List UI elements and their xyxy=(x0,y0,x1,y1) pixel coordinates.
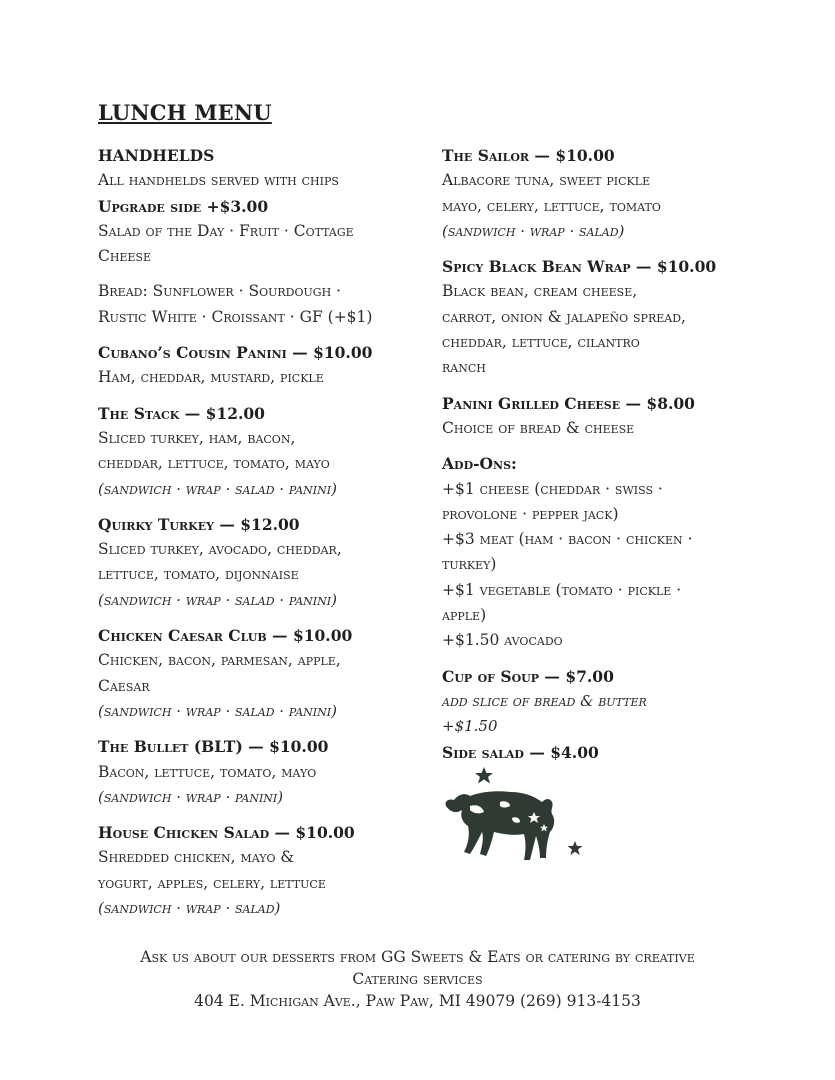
menu-right-column xyxy=(442,143,772,765)
menu-item-variants: (sandwich · wrap · salad · panini) xyxy=(98,701,337,720)
menu-item xyxy=(98,512,428,613)
menu-item-description: Ham, cheddar, mustard, pickle xyxy=(98,368,324,387)
bread-options xyxy=(98,279,428,330)
menu-item-description: carrot, onion & jalapeño spread, xyxy=(442,307,686,326)
menu-item-description: Caesar xyxy=(98,676,150,695)
menu-item xyxy=(442,664,772,765)
menu-item xyxy=(98,734,428,810)
menu-item-description: Sliced turkey, avocado, cheddar, xyxy=(98,540,342,559)
menu-item xyxy=(98,340,428,391)
section-heading-handhelds: HANDHELDS xyxy=(98,146,215,165)
menu-item-description: Sliced turkey, ham, bacon, xyxy=(98,428,296,447)
addons-section xyxy=(442,451,772,653)
bread-line-2: Rustic White · Croissant · GF (+$1) xyxy=(98,307,373,326)
handhelds-note: All handhelds served with chips xyxy=(98,171,339,190)
menu-item-name: Quirky Turkey — $12.00 xyxy=(98,514,300,534)
footer-address: 404 E. Michigan Ave., Paw Paw, MI 49079 (269) 913-4153 xyxy=(194,992,641,1010)
menu-item-description: cheddar, lettuce, tomato, mayo xyxy=(98,454,330,473)
page-title: LUNCH MENU xyxy=(98,100,272,125)
menu-item xyxy=(98,623,428,724)
menu-item-description: yogurt, apples, celery, lettuce xyxy=(98,873,326,892)
soup-note: add slice of bread & butter xyxy=(442,691,647,710)
addon-line: +$1 cheese (cheddar · swiss · xyxy=(442,479,663,498)
menu-item xyxy=(442,143,772,244)
upgrade-side-heading: Upgrade side +$3.00 xyxy=(98,196,269,216)
handhelds-section xyxy=(98,143,428,269)
addon-line: +$3 meat (ham · bacon · chicken · xyxy=(442,530,693,549)
footer-line-2: Catering services xyxy=(352,970,483,988)
menu-item-description: Black bean, cream cheese, xyxy=(442,282,638,301)
bread-line-1: Bread: Sunflower · Sourdough · xyxy=(98,282,342,301)
soup-note-price: +$1.50 xyxy=(442,717,498,736)
menu-item-name: Chicken Caesar Club — $10.00 xyxy=(98,626,353,646)
addon-line: apple) xyxy=(442,606,487,625)
goat-with-stars-icon xyxy=(440,762,590,882)
addon-line: turkey) xyxy=(442,555,497,574)
menu-item-name: Panini Grilled Cheese — $8.00 xyxy=(442,393,695,413)
menu-item-description: Albacore tuna, sweet pickle xyxy=(442,171,651,190)
menu-item-name: Cup of Soup — $7.00 xyxy=(442,666,614,686)
menu-item-name: The Sailor — $10.00 xyxy=(442,146,615,165)
addons-heading: Add-Ons: xyxy=(442,454,517,474)
menu-item-description: cheddar, lettuce, cilantro xyxy=(442,333,640,352)
menu-item-description: Choice of bread & cheese xyxy=(442,418,635,437)
menu-item-variants: (sandwich · wrap · salad · panini) xyxy=(98,479,337,498)
menu-item-description: mayo, celery, lettuce, tomato xyxy=(442,196,661,215)
menu-item-name: The Stack — $12.00 xyxy=(98,403,265,423)
menu-item-variants: (sandwich · wrap · salad · panini) xyxy=(98,590,337,609)
menu-item xyxy=(442,254,772,380)
side-options: Salad of the Day · Fruit · Cottage xyxy=(98,221,354,240)
menu-item-description: Bacon, lettuce, tomato, mayo xyxy=(98,762,317,781)
menu-item-name: Cubano’s Cousin Panini — $10.00 xyxy=(98,343,373,363)
footer-line-1: Ask us about our desserts from GG Sweets & Eats or catering by creative xyxy=(140,948,695,966)
addon-line: +$1 vegetable (tomato · pickle · xyxy=(442,580,682,599)
menu-item xyxy=(98,401,428,502)
side-options-cont: Cheese xyxy=(98,247,152,266)
menu-item-variants: (sandwich · wrap · salad) xyxy=(98,899,281,918)
menu-left-column xyxy=(98,143,428,931)
addon-line: +$1.50 avocado xyxy=(442,631,563,650)
menu-item xyxy=(98,820,428,921)
menu-item-name: Spicy Black Bean Wrap — $10.00 xyxy=(442,257,717,277)
menu-item-variants: (sandwich · wrap · panini) xyxy=(98,787,284,806)
side-salad-item: Side salad — $4.00 xyxy=(442,742,599,762)
menu-item-name: House Chicken Salad — $10.00 xyxy=(98,823,355,843)
menu-item-description: ranch xyxy=(442,358,486,377)
addon-line: provolone · pepper jack) xyxy=(442,504,619,523)
menu-item xyxy=(442,391,772,442)
menu-item-variants: (sandwich · wrap · salad) xyxy=(442,221,625,240)
menu-item-description: lettuce, tomato, dijonnaise xyxy=(98,565,299,584)
footer xyxy=(60,946,775,1012)
menu-item-description: Chicken, bacon, parmesan, apple, xyxy=(98,651,341,670)
menu-item-description: Shredded chicken, mayo & xyxy=(98,848,295,867)
menu-item-name: The Bullet (BLT) — $10.00 xyxy=(98,737,329,757)
